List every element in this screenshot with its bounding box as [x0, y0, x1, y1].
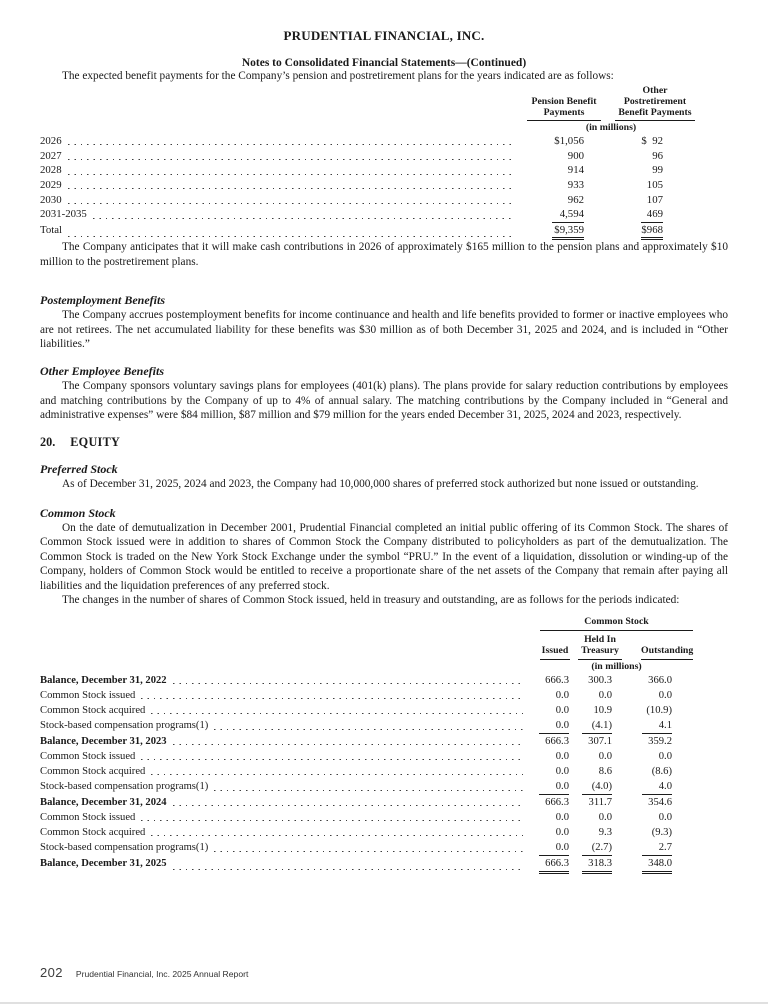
row-label: Common Stock issued: [40, 750, 136, 762]
page-footer: [40, 965, 248, 980]
common-stock-table: [40, 616, 728, 873]
pension-value: 914: [567, 164, 584, 177]
other-value: 96: [652, 149, 663, 162]
row-label: Common Stock acquired: [40, 704, 146, 716]
dot-leader: [68, 173, 513, 175]
row-label: Total: [40, 223, 63, 236]
issued-value: 666.3: [525, 856, 572, 874]
row-label: Common Stock issued: [40, 811, 136, 823]
table-row-balance: [40, 795, 728, 810]
table-row: [40, 779, 728, 795]
benefit-table-header: [40, 86, 728, 121]
dot-leader: [68, 202, 513, 204]
treasury-value: 300.3: [588, 674, 612, 686]
other-value: 99: [652, 164, 663, 177]
table-row-total: [40, 223, 728, 241]
dot-leader: [214, 851, 523, 853]
pension-value: $9,359: [515, 223, 603, 241]
contributions-paragraph: The Company anticipates that it will make cash contributions in 2026 of approximately $165 million to the pension plans and approximately $10 million to the postretirement plans.: [40, 241, 728, 268]
table-row: [40, 207, 728, 223]
row-label: Balance, December 31, 2025: [40, 857, 167, 869]
other-value: $ 92: [641, 135, 663, 148]
row-label: Balance, December 31, 2024: [40, 796, 167, 808]
page-number: 202: [40, 965, 63, 980]
treasury-value: (4.1): [572, 718, 623, 734]
table-row: [40, 688, 728, 703]
stock-table-units: (in millions): [591, 660, 642, 672]
outstanding-value: (8.6): [651, 765, 672, 777]
pension-value: 933: [567, 178, 584, 191]
benefit-table-units: (in millions): [585, 122, 637, 134]
issued-value: 0.0: [555, 826, 569, 838]
other-postretirement-column-header: Other Postretirement Benefit Payments: [615, 86, 695, 121]
other-employee-benefits-paragraph: The Company sponsors voluntary savings plans for employees (401(k) plans). The plans provide for salary reduction contributions by employees and matching contributions by the Company of up to 4% of annual salary. The matching contributions by the Company included in “General and administrative expenses” were $84 million, $87 million and $79 million for the years ended December 31, 2025, 2024 and 2023, respectively.: [40, 380, 728, 422]
treasury-value: 8.6: [598, 765, 612, 777]
other-value: 105: [646, 178, 663, 191]
outstanding-value: (10.9): [646, 704, 672, 716]
treasury-value: 9.3: [598, 826, 612, 838]
outstanding-value: 354.6: [648, 796, 672, 808]
common-stock-paragraph-1: On the date of demutualization in December 2001, Prudential Financial completed an initial public offering of its Common Stock. The shares of Common Stock issued were in addition to shares of Common Stock the Company distributed to policyholders as part of the demutualization. The Common Stock is traded on the New York Stock Exchange under the symbol “PRU.” In the event of a liquidation, dissolution or winding-up of the Company, holders of Common Stock would be entitled to receive a proportionate share of the net assets of the Company that remain after paying all liabilities and the liquidation preferences of any preferred stock.: [40, 522, 728, 592]
pension-benefit-column-header: Pension Benefit Payments: [527, 97, 601, 121]
issued-value: 0.0: [555, 689, 569, 701]
postemployment-benefits-paragraph: The Company accrues postemployment benefits for income continuance and health and life benefits provided to former or inactive employees who are not retirees. The net accumulated liability for these benefits was $30 million as of both December 31, 2025 and 2024, and is included in “Other liabilities.”: [40, 309, 728, 350]
row-label: 2029: [40, 178, 62, 191]
table-row: [40, 764, 728, 779]
preferred-stock-heading: Preferred Stock: [40, 461, 118, 476]
outstanding-value: 366.0: [648, 674, 672, 686]
treasury-value: 318.3: [572, 856, 623, 874]
dot-leader: [173, 805, 523, 807]
outstanding-value: 2.7: [623, 840, 693, 856]
pension-value: 962: [567, 193, 584, 206]
treasury-value: 307.1: [588, 735, 612, 747]
pension-value: 4,594: [515, 207, 603, 223]
table-row: [40, 825, 728, 840]
table-row: [40, 178, 728, 193]
row-label: Common Stock acquired: [40, 826, 146, 838]
row-label: Balance, December 31, 2023: [40, 735, 167, 747]
outstanding-value: (9.3): [651, 826, 672, 838]
table-row: [40, 810, 728, 825]
dot-leader: [214, 729, 523, 731]
table-row: [40, 193, 728, 208]
table-row-balance: [40, 673, 728, 688]
dot-leader: [68, 158, 513, 160]
document-title: PRUDENTIAL FINANCIAL, INC.: [283, 28, 485, 43]
dot-leader: [151, 774, 523, 776]
pension-value: $1,056: [554, 135, 584, 148]
treasury-value: (2.7): [572, 840, 623, 856]
table-row: [40, 840, 728, 856]
document-subtitle: Notes to Consolidated Financial Statements—(Continued): [241, 57, 527, 69]
dot-leader: [93, 218, 513, 220]
dot-leader: [214, 790, 523, 792]
issued-value: 666.3: [545, 796, 569, 808]
table-row-balance: [40, 734, 728, 749]
table-row: [40, 749, 728, 764]
pension-value: 900: [567, 149, 584, 162]
outstanding-value: 0.0: [658, 750, 672, 762]
treasury-value: 10.9: [593, 704, 612, 716]
outstanding-value: 359.2: [648, 735, 672, 747]
other-employee-benefits-heading: Other Employee Benefits: [40, 364, 164, 379]
issued-value: 0.0: [555, 765, 569, 777]
other-value: 107: [646, 193, 663, 206]
section-number: 20.: [40, 434, 56, 449]
dot-leader: [141, 820, 523, 822]
issued-value: 0.0: [555, 750, 569, 762]
outstanding-value: 0.0: [658, 811, 672, 823]
row-label: 2030: [40, 193, 62, 206]
table-row: [40, 163, 728, 178]
treasury-value: 0.0: [598, 750, 612, 762]
issued-column-header: Issued: [540, 646, 570, 660]
common-stock-column-headers: [40, 635, 728, 659]
row-label: Stock-based compensation programs(1): [40, 780, 209, 792]
common-stock-paragraph-2: The changes in the number of shares of Common Stock issued, held in treasury and outstanding, are as follows for the periods indicated:: [62, 594, 680, 607]
treasury-value: (4.0): [572, 779, 623, 795]
dot-leader: [173, 744, 523, 746]
equity-section-heading: [40, 435, 728, 450]
row-label: 2027: [40, 149, 62, 162]
row-label: Stock-based compensation programs(1): [40, 719, 209, 731]
section-title: EQUITY: [70, 434, 121, 449]
postemployment-benefits-heading: Postemployment Benefits: [40, 293, 165, 308]
benefit-payments-table: [40, 86, 728, 240]
issued-value: 0.0: [525, 718, 572, 734]
outstanding-value: 4.0: [623, 779, 693, 795]
dot-leader: [151, 835, 523, 837]
issued-value: 0.0: [525, 779, 572, 795]
row-label: Common Stock issued: [40, 689, 136, 701]
row-label: 2026: [40, 135, 62, 148]
dot-leader: [68, 188, 513, 190]
common-stock-group-header: Common Stock: [40, 616, 728, 631]
table-row: [40, 718, 728, 734]
intro-paragraph: The expected benefit payments for the Company’s pension and postretirement plans for the years indicated are as follows:: [62, 70, 614, 82]
outstanding-value: 0.0: [658, 689, 672, 701]
dot-leader: [141, 759, 523, 761]
table-row: [40, 134, 728, 149]
treasury-value: 311.7: [588, 796, 612, 808]
dot-leader: [173, 683, 523, 685]
treasury-value: 0.0: [598, 689, 612, 701]
row-label: Stock-based compensation programs(1): [40, 841, 209, 853]
other-value: 469: [603, 207, 695, 223]
table-row-balance-final: [40, 856, 728, 874]
row-label: 2028: [40, 164, 62, 177]
row-label: 2031-2035: [40, 208, 87, 221]
preferred-stock-paragraph: As of December 31, 2025, 2024 and 2023, the Company had 10,000,000 shares of preferred stock authorized but none issued or outstanding.: [62, 477, 699, 490]
table-row: [40, 703, 728, 718]
issued-value: 0.0: [525, 840, 572, 856]
issued-value: 0.0: [555, 811, 569, 823]
issued-value: 0.0: [555, 704, 569, 716]
common-stock-heading: Common Stock: [40, 506, 116, 520]
outstanding-value: 348.0: [623, 856, 693, 874]
row-label: Balance, December 31, 2022: [40, 674, 167, 686]
dot-leader: [141, 698, 523, 700]
report-name: Prudential Financial, Inc. 2025 Annual Report: [75, 969, 249, 979]
dot-leader: [68, 235, 513, 237]
held-in-treasury-column-header: Held In Treasury: [578, 635, 622, 659]
dot-leader: [151, 713, 523, 715]
table-row: [40, 149, 728, 164]
dot-leader: [173, 869, 523, 871]
issued-value: 666.3: [545, 735, 569, 747]
treasury-value: 0.0: [598, 811, 612, 823]
other-value: $968: [603, 223, 695, 241]
row-label: Common Stock acquired: [40, 765, 146, 777]
issued-value: 666.3: [545, 674, 569, 686]
outstanding-value: 4.1: [623, 718, 693, 734]
outstanding-column-header: Outstanding: [641, 646, 693, 660]
dot-leader: [68, 144, 513, 146]
